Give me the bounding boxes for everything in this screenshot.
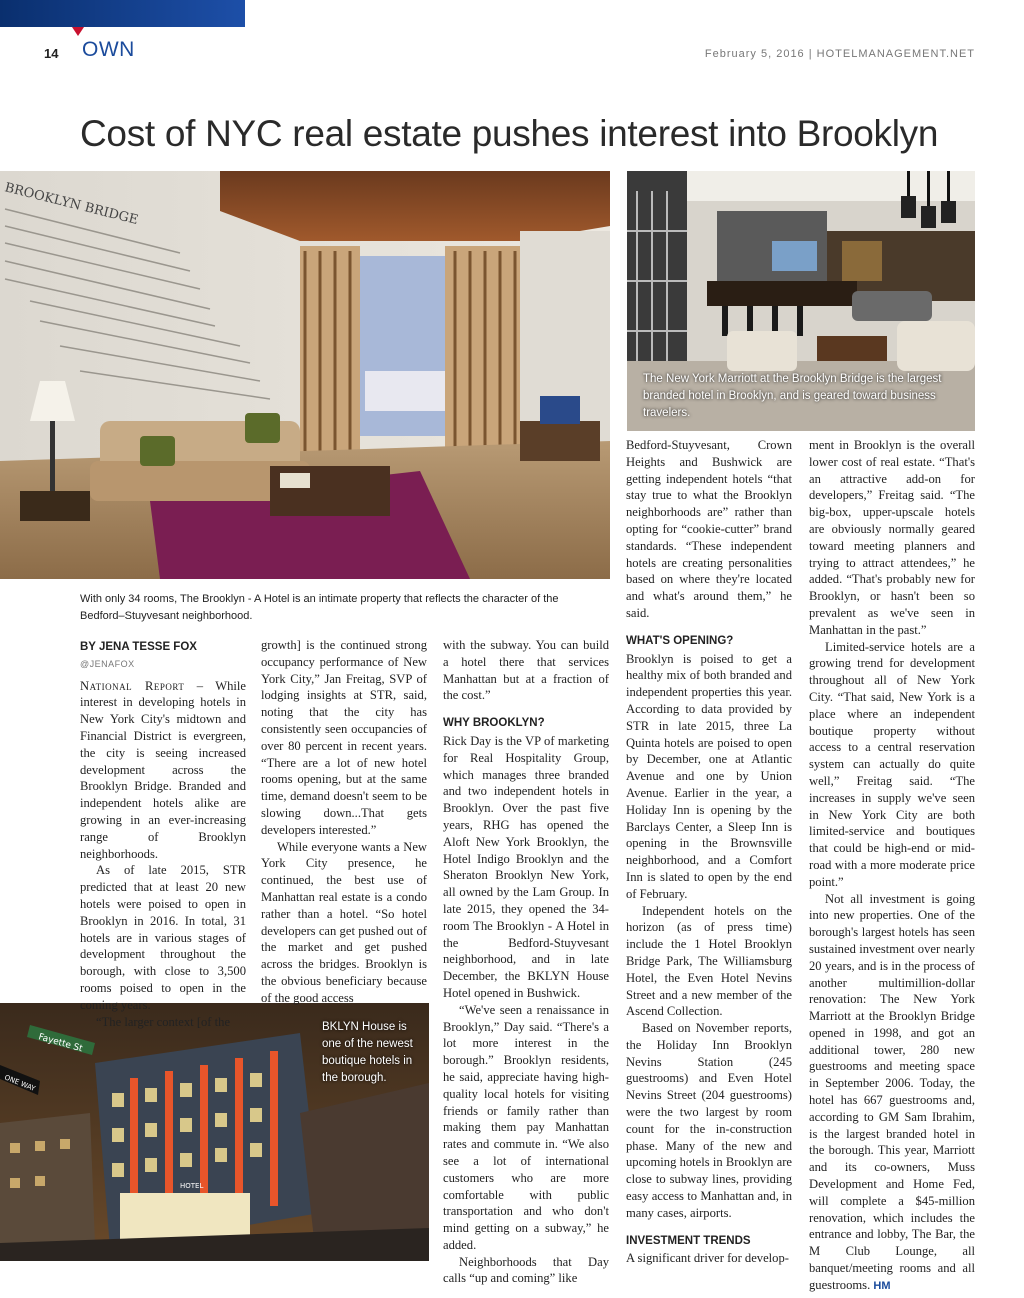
hotel-sign: HOTEL [180,1182,204,1190]
wall-text-title: BROOKLYN BRIDGE [3,180,140,229]
paragraph: ment in Brooklyn is the overall lower cost of real estate. “That's an attractive add-on for developers,” Freitag said. “The big-box, upper-upscale hotels are obviously normally geared toward meeting planners and trying to attract attendees,” he added. “That's probably new for Brooklyn, or hasn't been so prevalent as we've seen in Manhattan in the past.” [809,438,975,637]
article-column-5 [809,437,975,1295]
marriott-photo-caption: The New York Marriott at the Brooklyn Bridge is the largest branded hotel in Brooklyn, and is geared toward business travelers. [643,373,942,419]
paragraph: While everyone wants a New York City presence, he continued, the best use of Manhattan real estate is a condo rather than a hotel. “So hotel developers can get pushed out of the market and get pushed across the bridges. Brooklyn is the obvious beneficiary because of the good access [261,839,427,1005]
subhead-why-brooklyn: WHY BROOKLYN? [443,717,545,730]
paragraph [80,678,246,863]
paragraph: “We've seen a renaissance in Brooklyn,” Day said. “There's a lot more interest in the borough.” Brooklyn residents, he said, appreciate having high-quality local hotels for visiting friends or family rather than making them pay Manhattan rates and commute in. “We also see a lot of international customers who are more comfortable with public transportation and who don't mind getting on a subway,” he added. [443,1002,609,1252]
end-mark: HM [873,1279,891,1292]
bklyn-photo-caption: BKLYN House is one of the newest boutique hotels in the borough. [322,1021,413,1084]
page-number: 14 [44,46,59,61]
paragraph: As of late 2015, STR predicted that at least 20 new hotels were poised to open in Brooklyn in 2016. In total, 31 hotels are in various stages of development throughout the borough, with close to 3,500 rooms poised to open in the coming years. [80,863,246,1012]
paragraph: Neighborhoods that Day calls “up and coming” like [443,1254,609,1286]
oneway-sign: ONE WAY [3,1073,37,1094]
article-column-1 [80,637,246,1030]
marriott-lobby-photo [627,171,975,431]
lead-paragraph-text: – While interest in developing hotels in New York City's midtown and Financial District is evergreen, the city is seeing increased development across the Brooklyn Bridge. Branded and independent hotels alike are growing in an ever-increasing range of Brooklyn neighborhoods. [80,678,246,861]
paragraph: Rick Day is the VP of marketing for Real Hospitality Group, which manages three branded and two independent hotels in Brooklyn. Over the past five years, RHG has opened the Aloft New York Brooklyn, the Hotel Indigo Brooklyn and the Sheraton Brooklyn New York, all owned by the Lam Group. In late 2015, they opened the 34-room The Brooklyn - A Hotel in the Bedford-Stuyvesant neighborhood, and in late December, the BKLYN House Hotel opened in Bushwick. [443,733,609,1000]
header-triangle-marker [72,27,84,36]
byline: BY JENA TESSE FOX [80,641,197,653]
paragraph: Independent hotels on the horizon (as of press time) include the 1 Hotel Brooklyn Bridge Park, The Williamsburg Hotel, the Even Hotel Nevins Street and a new member of the Ascend Collection. [626,903,792,1019]
headline: Cost of NYC real estate pushes interest into Brooklyn [80,113,939,154]
paragraph: Limited-service hotels are a growing trend for development throughout all of New York City. “That said, New York is a place where an independent boutique property without access to a central reservation system can actually do quite well,” Freitag said. “The increases in supply we've seen in New York City are both limited-service and boutiques that could be high-end or mid-road with a more moderate price point.” [809,639,975,889]
dateline: February 5, 2016 | HOTELMANAGEMENT.NET [704,48,975,60]
author-handle: @JENAFOX [80,658,135,669]
subhead-investment-trends: INVESTMENT TRENDS [626,1234,751,1247]
bklyn-house-photo [0,1003,429,1261]
paragraph [809,891,975,1295]
article-column-4 [626,437,792,1267]
main-hotel-room-photo [0,171,610,579]
article-column-3 [443,637,609,1287]
lead-in: National Report [80,678,185,693]
section-label: OWN [82,38,135,61]
street-sign: Fayette St [37,1032,84,1055]
article-column-2 [261,637,427,1007]
paragraph: growth] is the continued strong occupancy performance of New York City,” Jan Freitag, SVP of lodging insights at STR, said, noting that the city has consistently seen occupancies of over 80 percent in recent years. “There are a lot of new hotel rooms opening, but at the same time, demand doesn't seem to be slowing down...That gets developers interested.” [261,638,427,837]
paragraph: A significant driver for develop- [626,1251,789,1266]
paragraph: Bedford-Stuyvesant, Crown Heights and Bushwick are getting independent hotels “that stay true to what the Brooklyn neighborhoods are” rather than opting for “cookie-cutter” brand standards. “These independent hotels are creating personalities based on where they're located and what's around them,” he said. [626,438,792,620]
main-photo-caption: With only 34 rooms, The Brooklyn - A Hotel is an intimate property that reflects the character of the Bedford–Stuyvesant neighborhood. [80,593,559,622]
closing-paragraph-text: Not all investment is going into new properties. One of the borough's largest hotels has seen sustained investment over nearly 20 years, and is in the process of another multimillion-dollar renovation: The New York Marriott at the Brooklyn Bridge opened in 1998, and got an additional tower, 280 new guestrooms and meeting space in September 2006. Today, the hotel has 667 guestrooms and, according to GM Sam Ibrahim, is the largest branded hotel in the borough. This year, Marriott and its co-owners, Muss Development and Home Fed, will complete a $45-million renovation, which includes the entrance and lobby, The Bar, the M Club Lounge, all banquet/meeting rooms and all guestrooms. [809,891,975,1292]
header-color-bar [0,0,245,27]
subhead-whats-opening: WHAT'S OPENING? [626,634,734,647]
paragraph: Based on November reports, the Holiday Inn Brooklyn Nevins Station (245 guestrooms) and Even Hotel Nevins Street (204 guestrooms) were the two largest by room count for the in-construction phase. Many of the new and upcoming hotels in Brooklyn are close to subway lines, providing easy access to Manhattan and, in many cases, airports. [626,1021,792,1220]
paragraph: “The larger context [of the [96,1014,231,1029]
paragraph: Brooklyn is poised to get a healthy mix of both branded and independent properties this year. According to data provided by STR in late 2015, three La Quinta hotels are poised to open by December, one at Atlantic Avenue and one by Union Avenue. Earlier in the year, a Holiday Inn is opening by the Barclays Center, a Sleep Inn is opening in the Brownsville neighborhood, and a Comfort Inn is slated to open by the end of February. [626,651,792,901]
paragraph: with the subway. You can build a hotel there that services Manhattan but at a fraction of the cost.” [443,638,609,703]
